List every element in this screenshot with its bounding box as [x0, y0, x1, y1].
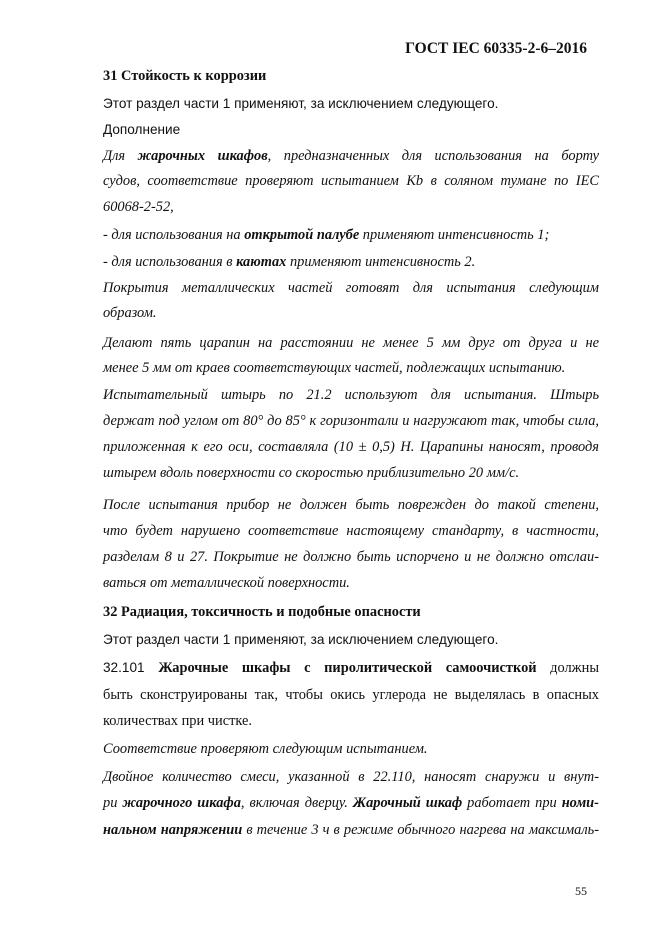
page-number: 55: [575, 884, 587, 898]
s31-dash-item-2: - для использования в каютах применяют интенсивность 2.: [103, 254, 476, 270]
s31-para5-line3: разделам 8 и 27. Покрытие не должно быть испорчено и не должно отслаи-: [103, 549, 599, 565]
s32-para3-line1: Двойное количество смеси, указанной в 22.110, наносят снаружи и внут-: [103, 769, 599, 785]
section-32-title: 32 Радиация, токсичность и подобные опасности: [103, 604, 421, 620]
s31-para4-line3: приложенная к его оси, составляла (10 ± 0,5) Н. Царапины наносят, проводя: [103, 439, 599, 455]
section-31-addition: Дополнение: [103, 122, 181, 137]
s32-para1-line3: количествах при чистке.: [103, 713, 253, 729]
section-31-title: 31 Стойкость к коррозии: [103, 68, 267, 84]
section-31-intro: Этот раздел части 1 применяют, за исключением следующего.: [103, 96, 499, 111]
s32-para3-line2: ри жарочного шкафа, включая дверцу. Жарочный шкаф работает при номи-: [103, 795, 599, 811]
s31-dash-item-1: - для использования на открытой палубе применяют интенсивность 1;: [103, 227, 550, 243]
s31-para3-line1: Делают пять царапин на расстоянии не менее 5 мм друг от друга и не: [103, 335, 599, 351]
s31-para2-line2: образом.: [103, 305, 157, 321]
s31-para4-line4: штырем вдоль поверхности со скоростью приблизительно 20 мм/с.: [103, 465, 520, 481]
section-32-intro: Этот раздел части 1 применяют, за исключением следующего.: [103, 632, 499, 647]
document-code: ГОСТ IEC 60335-2-6–2016: [405, 40, 587, 57]
s32-para1-line1: 32.101 Жарочные шкафы с пиролитической самоочисткой должны: [103, 660, 599, 676]
s31-para5-line4: ваться от металлической поверхности.: [103, 575, 350, 591]
s31-para3-line2: менее 5 мм от краев соответствующих частей, подлежащих испытанию.: [103, 360, 566, 376]
s31-para2-line1: Покрытия металлических частей готовят для испытания следующим: [103, 280, 599, 296]
s32-para2: Соответствие проверяют следующим испытанием.: [103, 741, 428, 757]
s31-para4-line1: Испытательный штырь по 21.2 используют для испытания. Штырь: [103, 387, 599, 403]
s31-para5-line1: После испытания прибор не должен быть поврежден до такой степени,: [103, 497, 599, 513]
s31-para5-line2: что будет нарушено соответствие настоящему стандарту, в частности,: [103, 523, 599, 539]
s31-para1-line2: судов, соответствие проверяют испытанием Kb в соляном тумане по IEC: [103, 173, 599, 189]
s31-para1-line3: 60068-2-52,: [103, 199, 174, 215]
s32-para3-line3: нальном напряжении в течение 3 ч в режиме обычного нагрева на максималь-: [103, 822, 599, 838]
s31-para4-line2: держат под углом от 80° до 85° к горизонтали и нагружают так, чтобы сила,: [103, 413, 599, 429]
s31-para1-line1: Для жарочных шкафов, предназначенных для использования на борту: [103, 148, 600, 164]
s32-para1-line2: быть сконструированы так, чтобы окись углерода не выделялась в опасных: [103, 687, 599, 703]
